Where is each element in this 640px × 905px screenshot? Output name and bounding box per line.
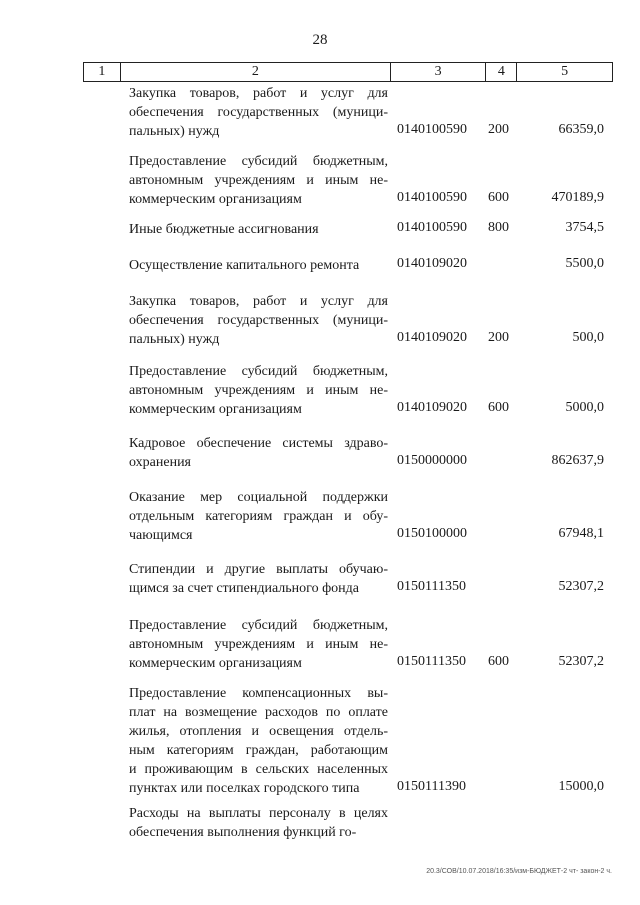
description-line: Иные бюджетные ассигнования	[129, 222, 319, 237]
description-line: отдельным категориям граждан и обу-	[129, 509, 388, 524]
description-line: жилья, отопления и освещения отдель-	[129, 724, 388, 739]
row-description	[129, 292, 388, 349]
row-expense-type: 200	[488, 122, 509, 137]
description-line: обеспечения государственных (муници-	[129, 105, 388, 120]
description-line: Кадровое обеспечение системы здраво-	[129, 436, 388, 451]
header-col-1: 1	[84, 63, 121, 81]
table-header-row	[83, 62, 613, 82]
row-code: 0140109020	[397, 330, 467, 345]
description-line: Предоставление субсидий бюджетным,	[129, 154, 388, 169]
description-line: Оказание мер социальной поддержки	[129, 490, 388, 505]
row-amount: 52307,2	[558, 579, 604, 594]
row-code: 0140100590	[397, 122, 467, 137]
row-amount: 66359,0	[558, 122, 604, 137]
row-amount: 52307,2	[558, 654, 604, 669]
description-line: охранения	[129, 455, 191, 470]
row-amount: 5500,0	[565, 256, 604, 271]
row-code: 0140109020	[397, 400, 467, 415]
header-col-4: 4	[486, 63, 517, 81]
page-number: 28	[312, 32, 328, 48]
row-description	[129, 616, 388, 673]
row-amount: 500,0	[572, 330, 604, 345]
row-code: 0140109020	[397, 256, 467, 271]
row-amount: 5000,0	[565, 400, 604, 415]
description-line: автономным учреждениям и иным не-	[129, 637, 388, 652]
description-line: обеспечения государственных (муници-	[129, 313, 388, 328]
row-amount: 15000,0	[558, 779, 604, 794]
description-line: ным категориям граждан, работающим	[129, 743, 388, 758]
row-description	[129, 152, 388, 209]
row-code: 0150000000	[397, 453, 467, 468]
row-description	[129, 560, 388, 598]
row-amount: 862637,9	[551, 453, 604, 468]
row-description	[129, 362, 388, 419]
description-line: чающимся	[129, 528, 193, 543]
row-code: 0150111390	[397, 779, 466, 794]
description-line: Предоставление компенсационных вы-	[129, 686, 388, 701]
row-expense-type: 600	[488, 654, 509, 669]
description-line: коммерческим организациям	[129, 656, 302, 671]
row-description	[129, 256, 388, 275]
row-description	[129, 488, 388, 545]
row-amount: 3754,5	[565, 220, 604, 235]
description-line: пальных) нужд	[129, 332, 220, 347]
row-amount: 470189,9	[551, 190, 604, 205]
description-line: автономным учреждениям и иным не-	[129, 383, 388, 398]
row-expense-type: 800	[488, 220, 509, 235]
description-line: Предоставление субсидий бюджетным,	[129, 618, 388, 633]
description-line: автономным учреждениям и иным не-	[129, 173, 388, 188]
row-expense-type: 600	[488, 190, 509, 205]
row-expense-type: 600	[488, 400, 509, 415]
description-line: коммерческим организациям	[129, 192, 302, 207]
header-col-3: 3	[391, 63, 487, 81]
description-line: Закупка товаров, работ и услуг для	[129, 294, 388, 309]
description-line: и проживающим в сельских населенных	[129, 762, 388, 777]
row-expense-type: 200	[488, 330, 509, 345]
description-line: пунктах или поселках городского типа	[129, 781, 360, 796]
header-col-2: 2	[121, 63, 391, 81]
description-line: плат на возмещение расходов по оплате	[129, 705, 388, 720]
description-line: Предоставление субсидий бюджетным,	[129, 364, 388, 379]
row-code: 0140100590	[397, 220, 467, 235]
description-line: Закупка товаров, работ и услуг для	[129, 86, 388, 101]
row-description	[129, 804, 388, 842]
row-description	[129, 84, 388, 141]
row-amount: 67948,1	[558, 526, 604, 541]
description-line: щимся за счет стипендиального фонда	[129, 581, 359, 596]
footer-stamp: 20.3/СОВ/10.07.2018/16:35/изм-БЮДЖЕТ-2 чт- закон-2 ч.	[426, 868, 612, 875]
description-line: Стипендии и другие выплаты обучаю-	[129, 562, 388, 577]
description-line: Расходы на выплаты персоналу в целях	[129, 806, 388, 821]
row-description	[129, 434, 388, 472]
header-col-5: 5	[561, 64, 569, 79]
description-line: обеспечения выполнения функций го-	[129, 825, 357, 840]
description-line: пальных) нужд	[129, 124, 220, 139]
row-description	[129, 220, 388, 239]
description-line: Осуществление капитального ремонта	[129, 258, 360, 273]
row-code: 0150111350	[397, 579, 466, 594]
row-description	[129, 684, 388, 798]
description-line: коммерческим организациям	[129, 402, 302, 417]
row-code: 0140100590	[397, 190, 467, 205]
row-code: 0150111350	[397, 654, 466, 669]
row-code: 0150100000	[397, 526, 467, 541]
